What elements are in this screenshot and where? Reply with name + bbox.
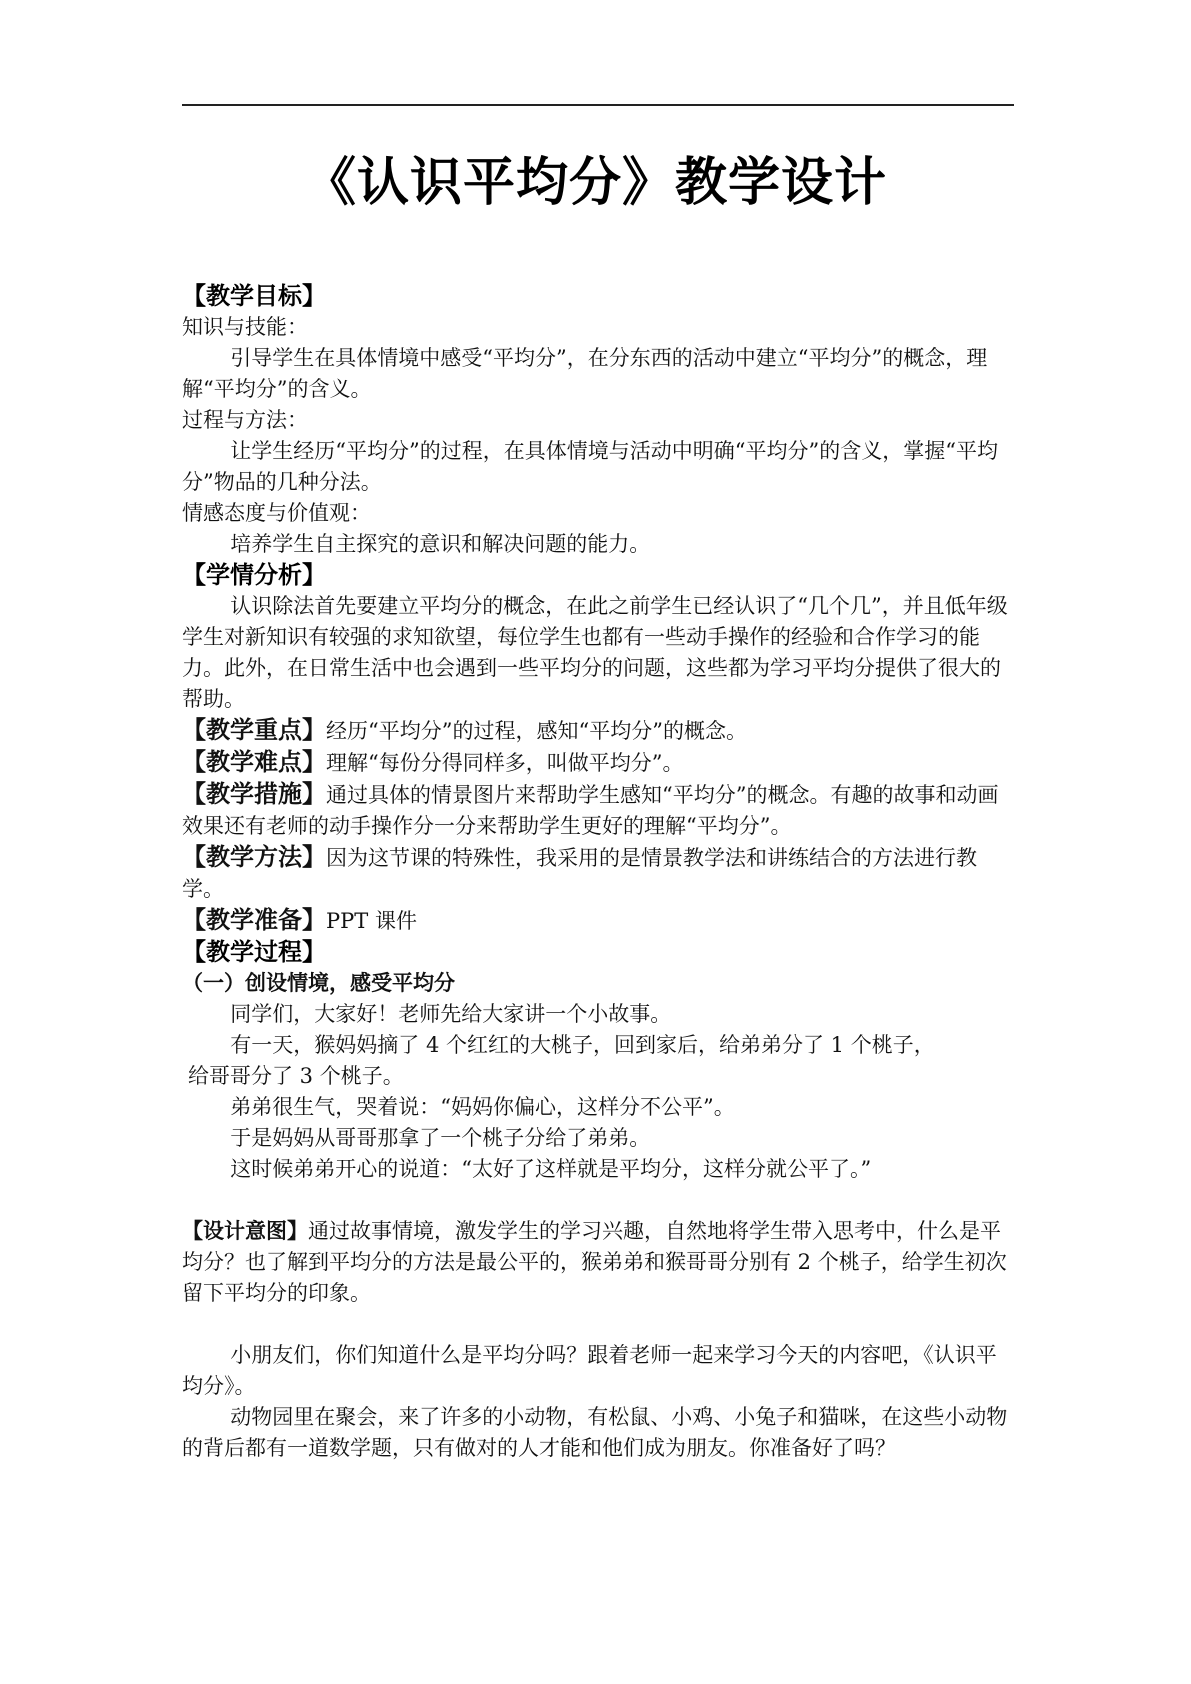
closing-paragraph-2: 动物园里在聚会，来了许多的小动物，有松鼠、小鸡、小兔子和猫咪，在这些小动物的背后都有一道数学题，只有做对的人才能和他们成为朋友。你准备好了吗？ [182, 1405, 1008, 1460]
difficulty-label: 【教学难点】 [182, 748, 326, 776]
emotion-text: 培养学生自主探究的意识和解决问题的能力。 [230, 532, 651, 556]
design-intent-label: 【设计意图】 [182, 1219, 308, 1243]
document-body [182, 281, 1012, 1464]
key-point-text: 经历“平均分”的过程，感知“平均分”的概念。 [326, 719, 747, 743]
key-point-line [182, 715, 1012, 747]
process-subheading-1: （一）创设情境，感受平均分 [182, 971, 455, 995]
process-heading: 【教学过程】 [182, 938, 326, 966]
difficulty-line [182, 747, 1012, 779]
objectives-heading: 【教学目标】 [182, 282, 326, 310]
methods-line [182, 842, 1012, 905]
story-paragraph-3: 弟弟很生气，哭着说：“妈妈你偏心，这样分不公平”。 [230, 1095, 735, 1119]
preparation-text: PPT 课件 [326, 909, 417, 933]
story-paragraph-2b: 给哥哥分了 3 个桃子。 [188, 1064, 404, 1088]
design-intent-paragraph [182, 1216, 1012, 1309]
design-intent-text: 通过故事情境，激发学生的学习兴趣，自然地将学生带入思考中，什么是平均分？也了解到平均分的方法是最公平的，猴弟弟和猴哥哥分别有 2 个桃子，给学生初次留下平均分的印象。 [182, 1219, 1007, 1305]
story-paragraph-1: 同学们，大家好！老师先给大家讲一个小故事。 [230, 1002, 672, 1026]
story-paragraph-4: 于是妈妈从哥哥那拿了一个桃子分给了弟弟。 [230, 1126, 651, 1150]
knowledge-text: 引导学生在具体情境中感受“平均分”，在分东西的活动中建立“平均分”的概念，理解“平均分”的含义。 [182, 346, 988, 401]
measures-text: 通过具体的情景图片来帮助学生感知“平均分”的概念。有趣的故事和动画效果还有老师的动手操作分一分来帮助学生更好的理解“平均分”。 [182, 783, 999, 838]
difficulty-text: 理解“每份分得同样多，叫做平均分”。 [326, 751, 684, 775]
closing-paragraph-1: 小朋友们，你们知道什么是平均分吗？跟着老师一起来学习今天的内容吧，《认识平均分》。 [182, 1343, 997, 1398]
preparation-line [182, 905, 1012, 937]
spacer [182, 1309, 1012, 1340]
story-paragraph-2: 有一天，猴妈妈摘了 4 个红红的大桃子，回到家后，给弟弟分了 1 个桃子， [230, 1033, 935, 1057]
methods-text: 因为这节课的特殊性，我采用的是情景教学法和讲练结合的方法进行教学。 [182, 846, 977, 901]
analysis-text: 认识除法首先要建立平均分的概念，在此之前学生已经认识了“几个几”，并且低年级学生对新知识有较强的求知欲望，每位学生也都有一些动手操作的经验和合作学习的能力。此外，在日常生活中也会遇到一些平均分的问题，这些都为学习平均分提供了很大的帮助。 [182, 594, 1008, 711]
measures-line [182, 779, 1012, 842]
analysis-heading: 【学情分析】 [182, 561, 326, 589]
process-method-text: 让学生经历“平均分”的过程，在具体情境与活动中明确“平均分”的含义，掌握“平均分”物品的几种分法。 [182, 439, 998, 494]
key-point-label: 【教学重点】 [182, 716, 326, 744]
preparation-label: 【教学准备】 [182, 906, 326, 934]
header-rule [182, 104, 1014, 106]
process-method-label: 过程与方法： [182, 408, 308, 432]
document-title: 《认识平均分》教学设计 [303, 153, 887, 213]
spacer [182, 1185, 1012, 1216]
emotion-label: 情感态度与价值观： [182, 501, 371, 525]
measures-label: 【教学措施】 [182, 780, 326, 808]
methods-label: 【教学方法】 [182, 843, 326, 871]
story-paragraph-5: 这时候弟弟开心的说道：“太好了这样就是平均分，这样分就公平了。” [230, 1157, 872, 1181]
knowledge-label: 知识与技能： [182, 315, 308, 339]
